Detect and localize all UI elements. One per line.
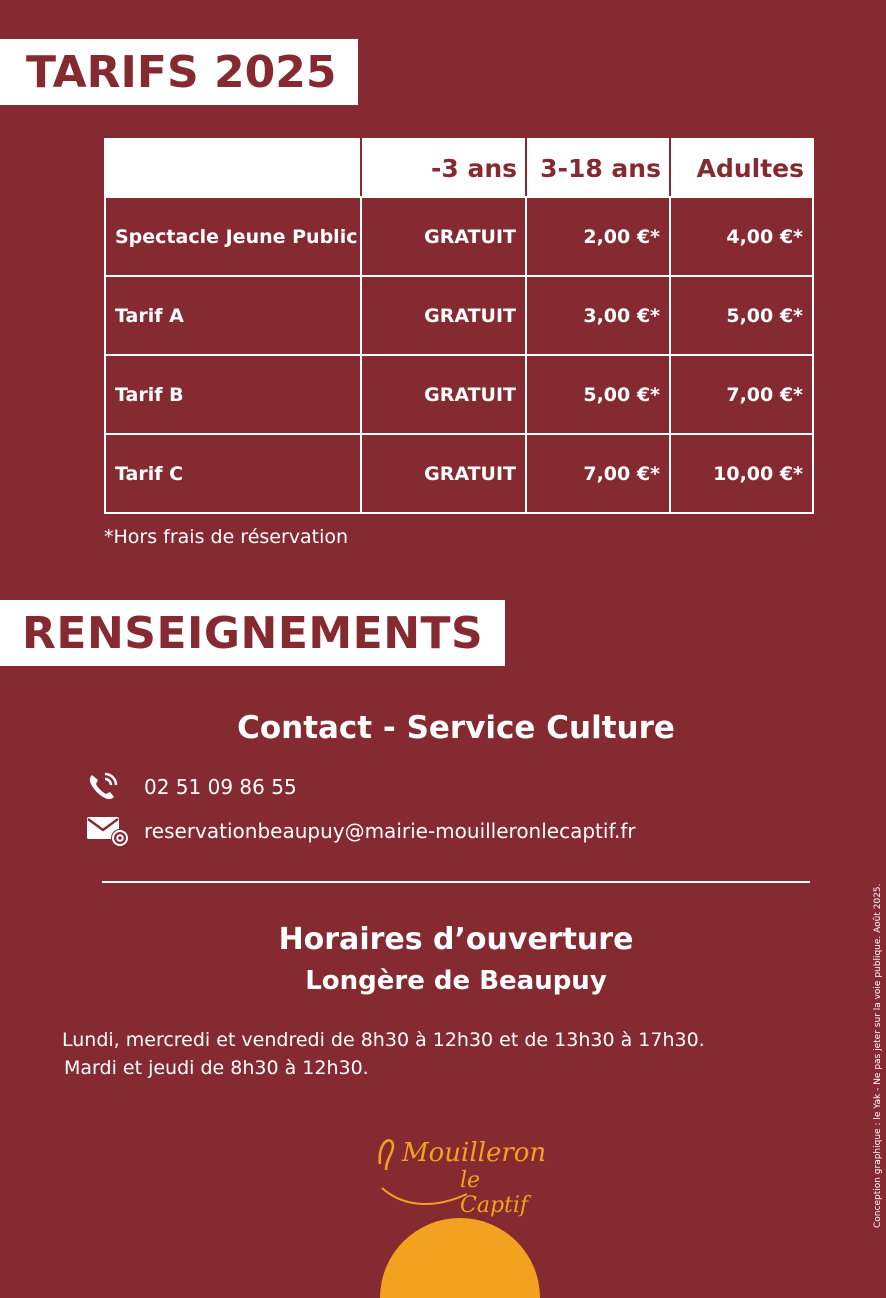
phone-contact	[86, 770, 297, 804]
price-moins-3: GRATUIT	[361, 355, 526, 434]
contact-title: Contact - Service Culture	[237, 710, 675, 746]
email-at-icon	[86, 814, 130, 848]
hours-line-2: Mardi et jeudi de 8h30 à 12h30.	[64, 1057, 369, 1079]
design-credit: Conception graphique : le Yak - Ne pas jeter sur la voie publique. Août 2025.	[873, 883, 883, 1228]
hours-line-1: Lundi, mercredi et vendredi de 8h30 à 12h30 et de 13h30 à 17h30.	[62, 1029, 705, 1051]
price-moins-3: GRATUIT	[361, 197, 526, 276]
header-moins-3-ans: -3 ans	[361, 139, 526, 197]
header-adultes: Adultes	[670, 139, 813, 197]
table-row	[105, 197, 813, 276]
tarifs-title: TARIFS 2025	[0, 39, 358, 105]
table-header-row	[105, 139, 813, 197]
phone-icon	[86, 770, 130, 804]
row-label: Spectacle Jeune Public	[105, 197, 361, 276]
row-label: Tarif A	[105, 276, 361, 355]
price-adultes: 5,00 €*	[670, 276, 813, 355]
hours-subtitle: Longère de Beaupuy	[305, 966, 607, 996]
renseignements-title: RENSEIGNEMENTS	[0, 600, 505, 666]
price-3-18: 5,00 €*	[526, 355, 670, 434]
price-adultes: 4,00 €*	[670, 197, 813, 276]
price-moins-3: GRATUIT	[361, 276, 526, 355]
price-adultes: 10,00 €*	[670, 434, 813, 513]
email-contact	[86, 814, 636, 848]
price-adultes: 7,00 €*	[670, 355, 813, 434]
table-row	[105, 434, 813, 513]
tarifs-table	[104, 138, 814, 514]
logo-line-1: Mouilleron	[402, 1138, 547, 1168]
orange-decoration	[380, 1218, 540, 1298]
header-empty	[105, 139, 361, 197]
table-row	[105, 276, 813, 355]
row-label: Tarif C	[105, 434, 361, 513]
price-3-18: 3,00 €*	[526, 276, 670, 355]
price-3-18: 2,00 €*	[526, 197, 670, 276]
mouilleron-logo	[372, 1128, 552, 1218]
section-divider	[102, 881, 810, 883]
logo-line-2: le Captif	[460, 1168, 529, 1218]
hours-title: Horaires d’ouverture	[278, 922, 634, 957]
price-moins-3: GRATUIT	[361, 434, 526, 513]
row-label: Tarif B	[105, 355, 361, 434]
table-row	[105, 355, 813, 434]
header-3-18-ans: 3-18 ans	[526, 139, 670, 197]
pricing-footnote: *Hors frais de réservation	[104, 526, 349, 548]
phone-number[interactable]: 02 51 09 86 55	[144, 775, 297, 799]
price-3-18: 7,00 €*	[526, 434, 670, 513]
email-address[interactable]: reservationbeaupuy@mairie-mouilleronlecaptif.fr	[144, 819, 636, 843]
